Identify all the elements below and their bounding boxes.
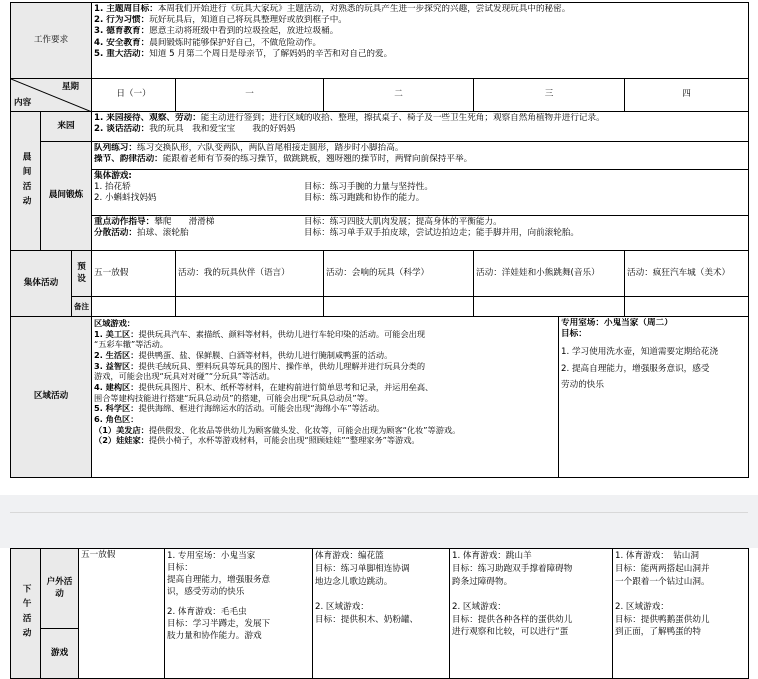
afternoon-table: [10, 548, 749, 679]
notes-label: 备注: [72, 297, 92, 317]
afternoon-cell-3: 1. 体育游戏：跳山羊 目标：练习助跑双手撑着障碍物 跨条过障碍物。 2. 区域游戏： 目标：提供各种各样的蛋供幼儿 进行观察和比较，可以进行“蛋: [450, 549, 613, 679]
weekly-plan-table: [10, 2, 749, 478]
day-header-1: 一: [176, 79, 324, 112]
weekday-header-corner: [11, 79, 92, 112]
content-label: 内容: [14, 97, 32, 108]
exercise-label: 晨间锻炼: [41, 142, 92, 251]
goal-line-4: 4. 安全教育：晨间锻炼时能够保护好自己，不做危险动作。: [94, 37, 322, 48]
goal-line-1: 1. 主题周目标：本周我们开始进行《玩具大家玩》主题活动，对熟悉的玩具产生进一步探究的兴趣，尝试发现玩具中的秘密。: [94, 4, 571, 14]
page-break-gap: [0, 495, 758, 548]
day-header-4: 四: [625, 79, 749, 112]
goal-line-3: 3. 德育教育：愿意主动将班级中看到的垃圾捡起，放进垃圾桶。: [94, 26, 339, 37]
afternoon-cell-0: 五一放假: [79, 549, 165, 679]
preset-label: 预设: [72, 251, 92, 297]
collective-cell-4: 活动：疯狂汽车城（美术）: [625, 251, 749, 297]
group-games-cell: 集体游戏: 1. 抬花轿 目标：练习手腕的力量与坚持性。 2. 小蝌蚪找妈妈 目标：练习跑跳和协作的能力。: [92, 170, 749, 216]
page-break-line: [10, 512, 748, 513]
goals-cell: [92, 3, 749, 79]
goal-line-5: 5. 重大活动：知道 5 月第二个周日是母亲节，了解妈妈的辛苦和对自己的爱。: [94, 48, 393, 59]
goals-label: 工作要求: [11, 3, 92, 79]
exercise-cell: 队列练习：练习交换队形，六队变两队，两队首尾相接走圆形，踏步时小脚抬高。 操节、韵律活动：能跟着老师有节奏的练习操节，做跳跳板，翘呀翘的操节时，两臂向前保持平举。: [92, 142, 749, 170]
area-games-cell: 区域游戏： 1. 美工区：提供玩具汽车、素描纸、颜料等材料，供幼儿进行车轮印染的活动。可能会出现 “五彩车辙”等活动。 2. 生活区：提供鸭蛋、盐、保鲜膜、白酒等材料，供幼儿进行腌制咸鸭蛋的活动。 3. 益智区：提供毛绒玩具、塑料玩具等玩具的图片、操作单，供幼儿理解并进行玩具分类的 游戏，可能会出现“玩具对对碰”“分玩具”等活动。 4. 建构区：提供玩具图片、积木、纸杯等材料，在建构前进行简单思考和记录，并运用垒高、 围合等建构技能进行搭建“玩具总动员”的搭建，可能会出现“玩具总动员”等。 5. 科学区：提供海绵、框进行海绵运水的活动。可能会出现“海绵小车”等活动。 6. 角色区： （1）美发店：提供假发、化妆品等供幼儿为顾客做头发、化妆等，可能会出现为顾客“化妆”等游戏。 （2）娃娃家：提供小椅子，水杯等游戏材料，可能会出现“照顾娃娃”“整理家务”等游戏。: [92, 317, 559, 478]
area-label: 区域活动: [11, 317, 92, 478]
goal-line-2: 2. 行为习惯：玩好玩具后，知道自己将玩具整理好或放到框子中。: [94, 15, 347, 26]
outdoor-label: 户外活动: [41, 549, 79, 629]
arrival-label: 来园: [41, 112, 92, 142]
collective-cell-3: 活动：洋娃娃和小熊跳舞(音乐）: [474, 251, 625, 297]
special-room-cell: 专用室场：小鬼当家（周二） 目标： 1. 学习使用洗水壶，知道需要定期给花浇 2. 提高自理能力，增强服务意识，感受 劳动的快乐: [559, 317, 749, 478]
arrival-cell: 1. 来园接待、观察、劳动：能主动进行签到；进行区域的收拾、整理，擦拭桌子、椅子及一些卫生死角；观察自然角植物并进行记录。 2. 谈话活动：我的玩具 我和爱宝宝 我的好妈妈: [92, 112, 749, 142]
day-header-3: 三: [474, 79, 625, 112]
day-header-0: 日（一）: [92, 79, 176, 112]
day-header-2: 二: [324, 79, 474, 112]
collective-cell-0: 五一放假: [92, 251, 176, 297]
games-label: 游戏: [41, 629, 79, 679]
morning-label: 晨间活动: [11, 112, 41, 251]
afternoon-cell-1: 1. 专用室场：小鬼当家 目标： 提高自理能力，增强服务意 识，感受劳动的快乐 2. 体育游戏：毛毛虫 目标：学习半蹲走，发展下 肢力量和协作能力。游戏: [165, 549, 313, 679]
key-actions-cell: 重点动作指导：攀爬 滑滑梯 目标：练习四肢大肌肉发展；提高身体的平衡能力。 分散活动：拍球、滚轮胎 目标：练习单手双手拍皮球，尝试边拍边走；能手脚并用，向前滚轮胎。: [92, 216, 749, 251]
afternoon-cell-2: 体育游戏：编花篮 目标：练习单脚相连协调 地边念儿歌边跳动。 2. 区域游戏： 目标：提供积木、奶粉罐、: [313, 549, 450, 679]
weekday-label: 星期: [61, 82, 80, 92]
afternoon-label: 下午活动: [11, 549, 41, 679]
collective-label: 集体活动: [11, 251, 72, 317]
collective-cell-1: 活动：我的玩具伙伴（语言）: [176, 251, 324, 297]
collective-cell-2: 活动：会响的玩具（科学）: [324, 251, 474, 297]
afternoon-cell-4: 1. 体育游戏： 钻山洞 目标：能两两搭起山洞并 一个跟着一个钻过山洞。 2. 区域游戏： 目标：提供鸭鹅蛋供幼儿 到正面，了解鸭蛋的特: [613, 549, 749, 679]
